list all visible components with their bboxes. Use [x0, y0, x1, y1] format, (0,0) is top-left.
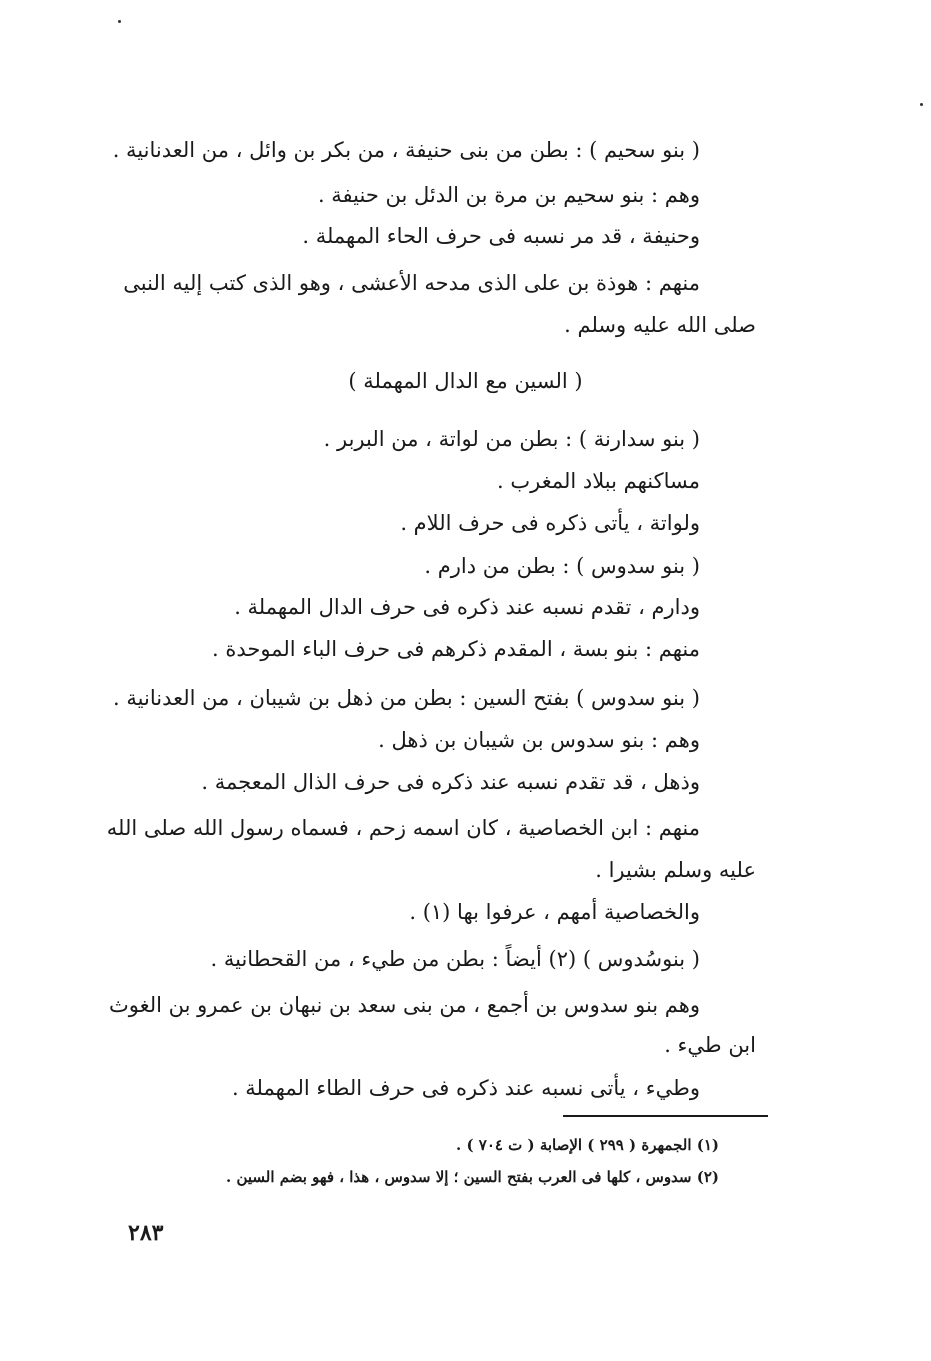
scan-speck	[920, 103, 923, 106]
body-line: ( بنو سدوس ) : بطن من دارم .	[424, 554, 700, 578]
body-line: منهم : بنو بسة ، المقدم ذكرهم فى حرف الباء الموحدة .	[211, 637, 700, 661]
body-line: منهم : ابن الخصاصية ، كان اسمه زحم ، فسماه رسول الله صلى الله	[106, 816, 700, 840]
footnote: (١) الجمهرة ( ٢٩٩ ) الإصابة ( ت ٧٠٤ ) .	[456, 1136, 719, 1154]
body-line: وهم : بنو سحيم بن مرة بن الدئل بن حنيفة .	[317, 183, 700, 207]
body-line: ( بنو سدوس ) بفتح السين : بطن من ذهل بن شيبان ، من العدنانية .	[113, 686, 700, 710]
body-line: ولواتة ، يأتى ذكره فى حرف اللام .	[400, 511, 700, 535]
body-line: مساكنهم ببلاد المغرب .	[497, 469, 700, 493]
body-line: وطيء ، يأتى نسبه عند ذكره فى حرف الطاء المهملة .	[231, 1076, 700, 1100]
body-line: وحنيفة ، قد مر نسبه فى حرف الحاء المهملة .	[302, 224, 700, 248]
body-line: عليه وسلم بشيرا .	[595, 858, 756, 882]
section-heading: ( السين مع الدال المهملة )	[348, 369, 583, 393]
scan-speck	[118, 20, 121, 23]
body-line: والخصاصية أمهم ، عرفوا بها (١) .	[409, 900, 700, 924]
body-line: وهم بنو سدوس بن أجمع ، من بنى سعد بن نبهان بن عمرو بن الغوث	[108, 993, 700, 1017]
footnote-separator	[563, 1115, 768, 1117]
body-line: ( بنوسُدوس ) (٢) أيضاً : بطن من طيء ، من القحطانية .	[210, 947, 700, 971]
page-number: ٢٨٣	[128, 1220, 164, 1246]
body-line: وذهل ، قد تقدم نسبه عند ذكره فى حرف الذال المعجمة .	[201, 770, 700, 794]
body-line: ابن طيء .	[664, 1033, 756, 1057]
body-line: صلى الله عليه وسلم .	[564, 313, 756, 337]
body-line: منهم : هوذة بن على الذى مدحه الأعشى ، وهو الذى كتب إليه النبى	[123, 271, 700, 295]
footnote: (٢) سدوس ، كلها فى العرب بفتح السين ؛ إلا سدوس ، هذا ، فهو بضم السين .	[226, 1168, 719, 1186]
body-line: ودارم ، تقدم نسبه عند ذكره فى حرف الدال المهملة .	[234, 595, 700, 619]
body-line: ( بنو سحيم ) : بطن من بنى حنيفة ، من بكر بن وائل ، من العدنانية .	[112, 138, 700, 162]
body-line: وهم : بنو سدوس بن شيبان بن ذهل .	[378, 728, 700, 752]
body-line: ( بنو سدارنة ) : بطن من لواتة ، من البربر .	[323, 427, 700, 451]
